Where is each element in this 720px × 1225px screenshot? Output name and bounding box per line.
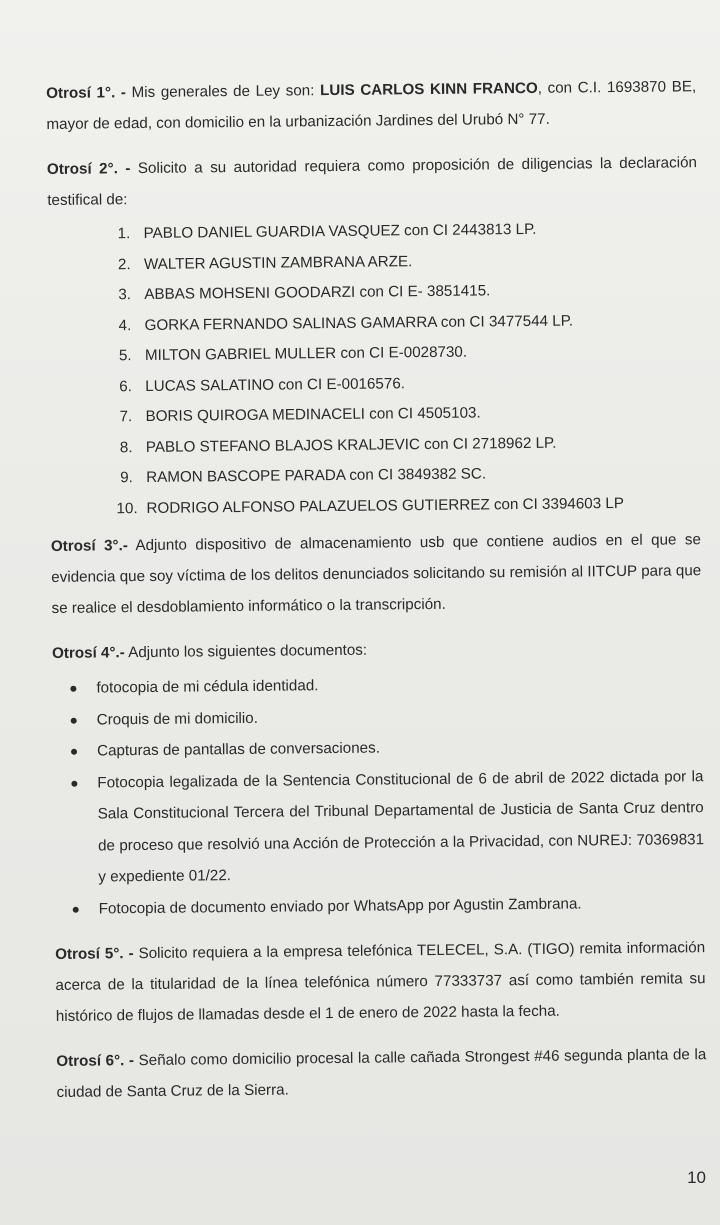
otrosi-1-text-b: , con C.I. 1693870 BE, mayor de edad, con domicilio en la urbanización Jardines del Urubó N° 77. xyxy=(46,78,697,133)
list-item: 6. LUCAS SALATINO con CI E-0016576. xyxy=(119,374,406,395)
list-item: 9. RAMON BASCOPE PARADA con CI 3849382 SC. xyxy=(120,465,487,487)
otrosi-1-paragraph xyxy=(46,71,697,140)
otrosi-1-label: Otrosí 1°. - xyxy=(46,84,127,102)
list-item: 3. ABBAS MOHSENI GOODARZI con CI E- 3851415. xyxy=(118,282,491,304)
otrosi-4-paragraph xyxy=(52,631,702,669)
otrosi-1-text-a: Mis generales de Ley son: xyxy=(125,82,321,102)
otrosi-2-text: Solicito a su autoridad requiera como proposición de diligencias la declaración testifical de: xyxy=(47,154,698,209)
list-item: 7. BORIS QUIROGA MEDINACELI con CI 4505103. xyxy=(119,404,481,426)
list-item: 8. PABLO STEFANO BLAJOS KRALJEVIC con CI 2718962 LP. xyxy=(119,434,557,456)
list-item: 5. MILTON GABRIEL MULLER con CI E-0028730. xyxy=(118,343,468,365)
list-item: Croquis de mi domicilio. xyxy=(57,698,703,736)
document-list xyxy=(52,666,705,925)
declarant-name: LUIS CARLOS KINN FRANCO xyxy=(319,79,538,100)
otrosi-3-label: Otrosí 3°.- xyxy=(50,537,128,555)
document-body xyxy=(46,71,707,1122)
otrosi-6-label: Otrosí 6°. - xyxy=(56,1052,135,1070)
otrosi-6-paragraph xyxy=(56,1039,707,1108)
otrosi-2-label: Otrosí 2°. - xyxy=(46,160,131,178)
list-item: 1. PABLO DANIEL GUARDIA VASQUEZ con CI 2443813 LP. xyxy=(117,220,537,243)
list-item: Fotocopia de documento enviado por WhatsApp por Agustin Zambrana. xyxy=(59,887,705,925)
otrosi-5-paragraph xyxy=(55,932,706,1032)
otrosi-4-label: Otrosí 4°.- xyxy=(51,644,125,662)
otrosi-5-label: Otrosí 5°. - xyxy=(55,945,134,963)
otrosi-3-paragraph xyxy=(51,524,702,624)
list-item: Fotocopia legalizada de la Sentencia Constitucional de 6 de abril de 2022 dictada por la Sala Constitucional Tercera del Tribunal Departamental de Justicia de Santa Cruz dentro de proceso que resolvió una Acción de Protección a la Privacidad, con NUREJ: 70369831 y expediente 01/22. xyxy=(57,761,704,894)
list-item: fotocopia de mi cédula identidad. xyxy=(56,666,702,704)
otrosi-2-paragraph xyxy=(47,147,698,216)
otrosi-6-text: Señalo como domicilio procesal la calle cañada Strongest #46 segunda planta de la ciudad de Santa Cruz de la Sierra. xyxy=(56,1046,707,1101)
list-item: 10. RODRIGO ALFONSO PALAZUELOS GUTIERREZ con CI 3394603 LP xyxy=(116,494,625,517)
list-item: 4. GORKA FERNANDO SALINAS GAMARRA con CI 3477544 LP. xyxy=(118,311,574,334)
page-number: 10 xyxy=(687,1168,706,1187)
otrosi-4-text: Adjunto los siguientes documentos: xyxy=(124,641,368,662)
list-item: Capturas de pantallas de conversaciones. xyxy=(57,729,703,767)
otrosi-5-text: Solicito requiera a la empresa telefónica TELECEL, S.A. (TIGO) remita información acerca de la titularidad de la línea telefónica número 77333737 así como también remita su histórico de flujos de llamadas desde el 1 de enero de 2022 hasta la fecha. xyxy=(55,939,706,1025)
list-item: 2. WALTER AGUSTIN ZAMBRANA ARZE. xyxy=(117,252,413,273)
otrosi-3-text: Adjunto dispositivo de almacenamiento usb que contiene audios en el que se evidencia que soy víctima de los delitos denunciados solicitando su remisión al IITCUP para que se realice el desdoblamiento informático o la transcripción. xyxy=(51,531,702,617)
witness-list xyxy=(47,213,700,525)
